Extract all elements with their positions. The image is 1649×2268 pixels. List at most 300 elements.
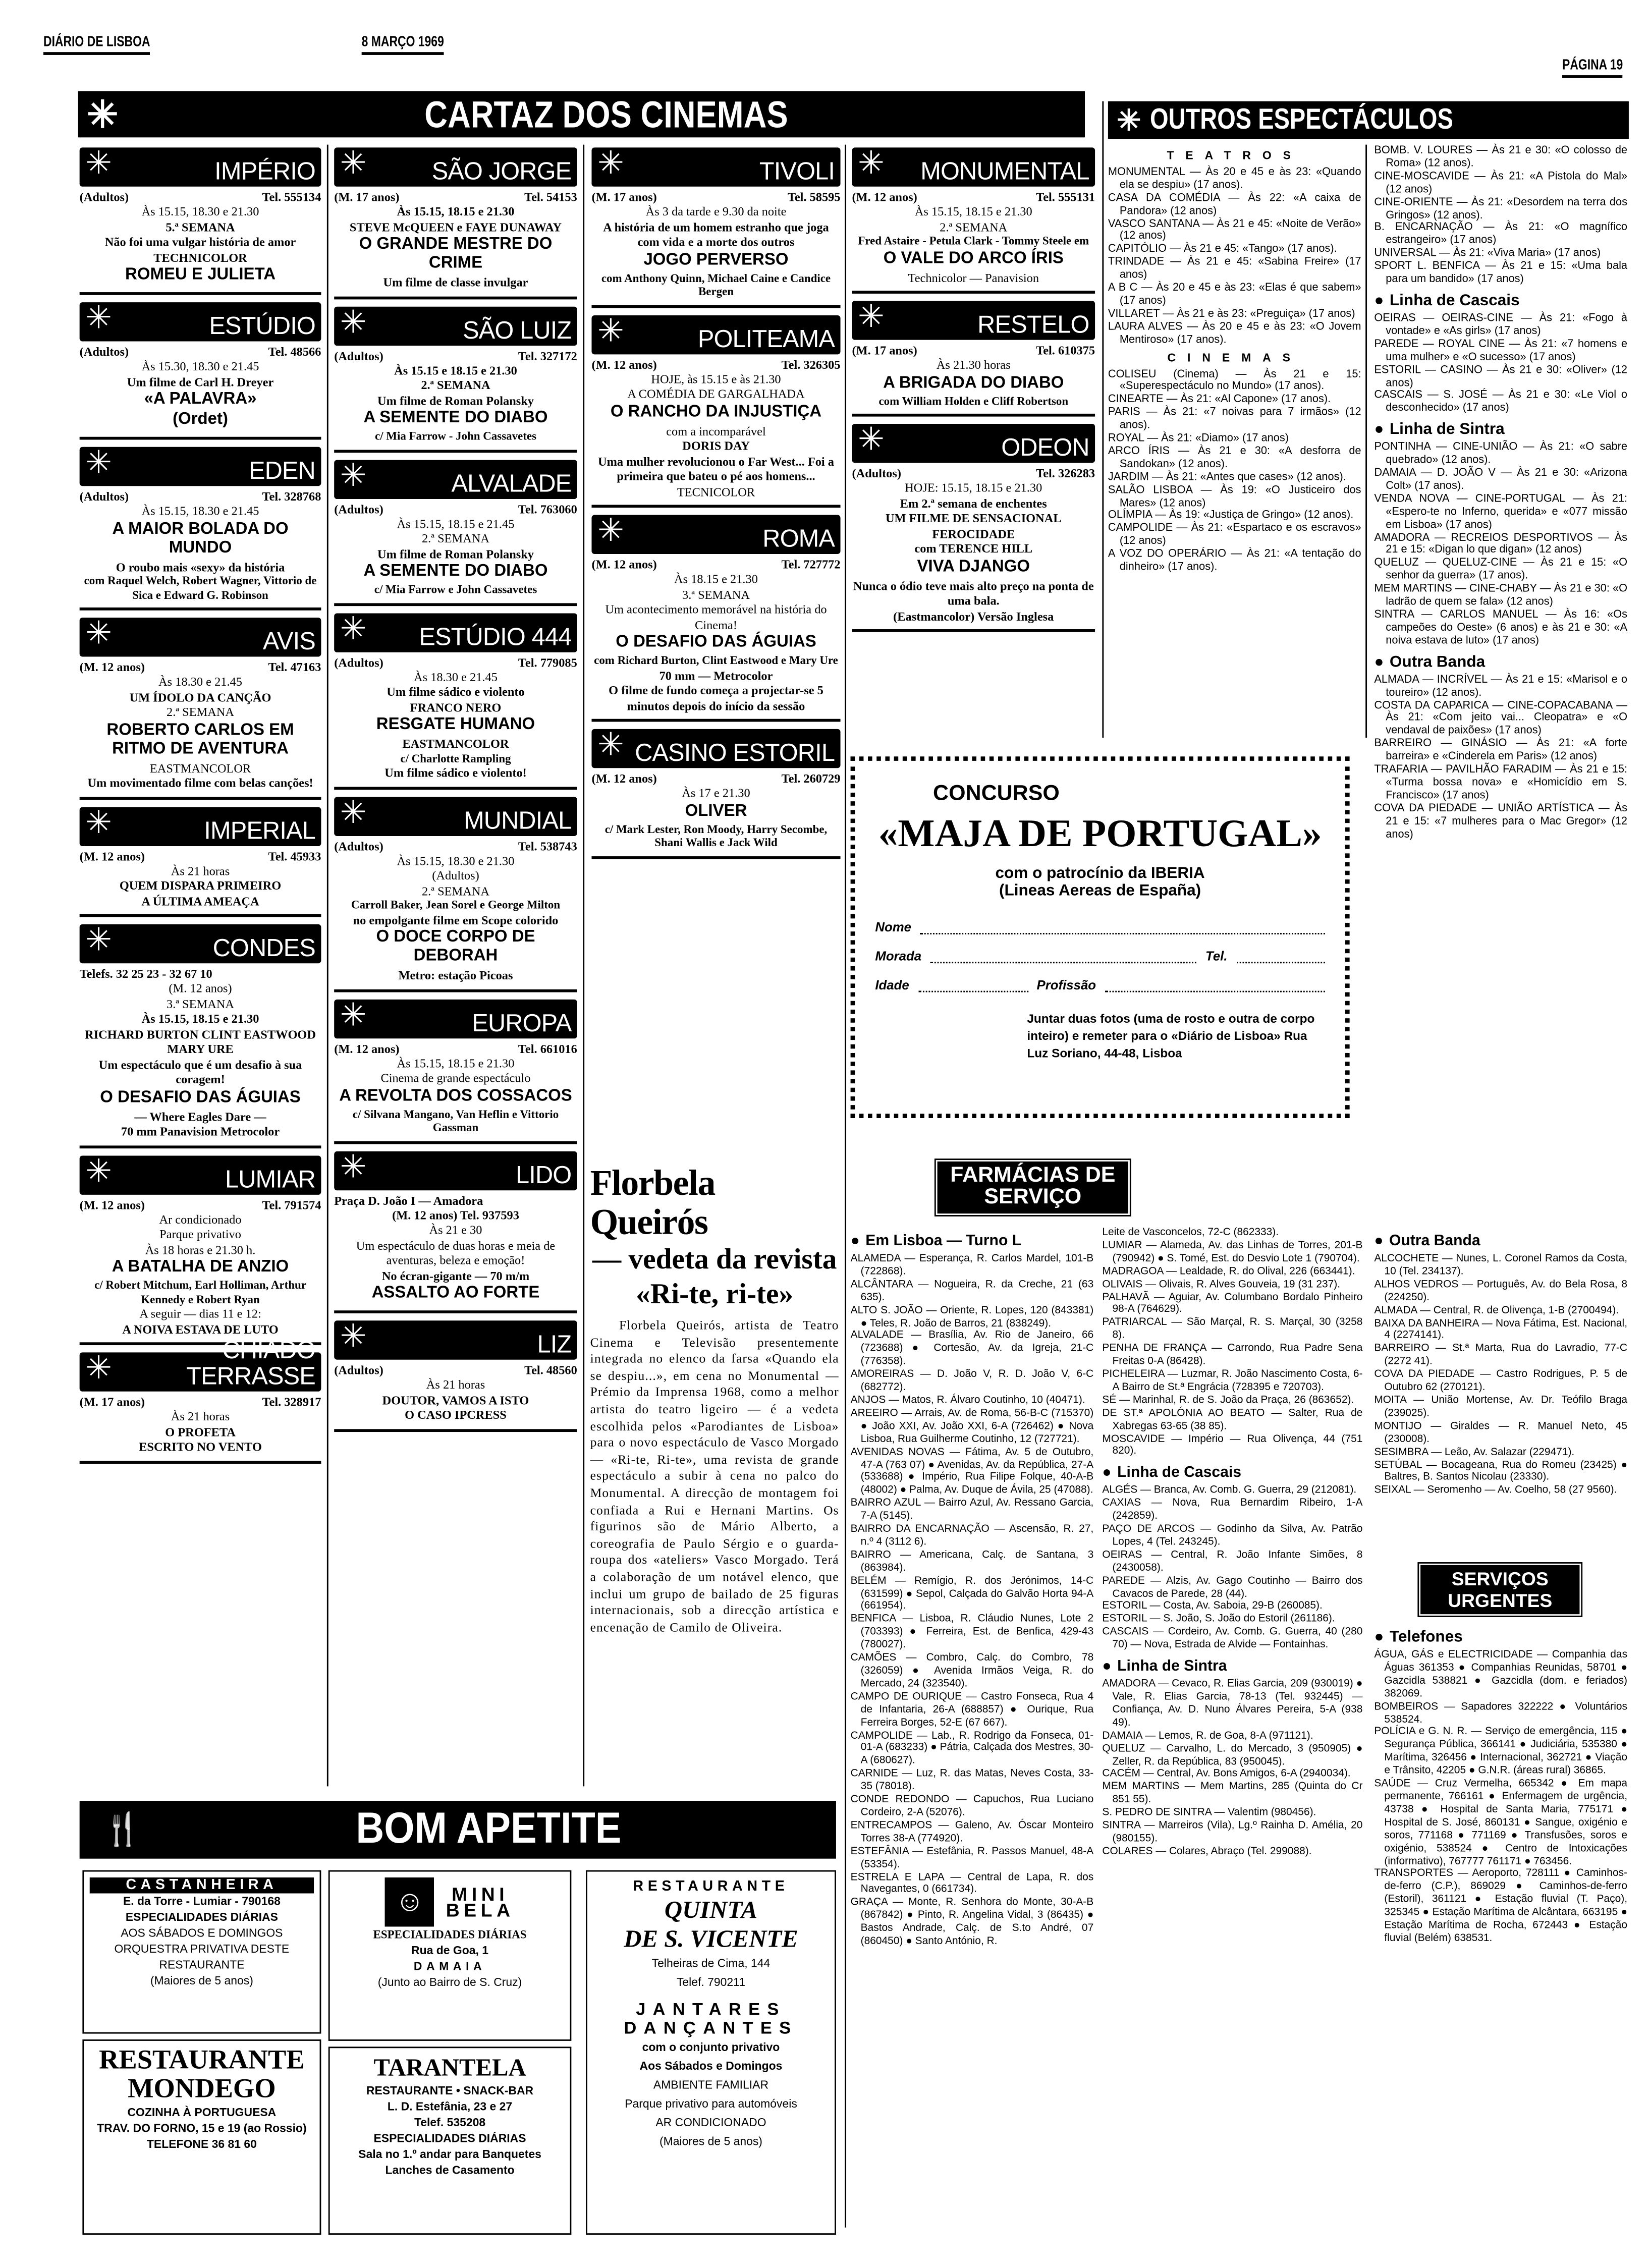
cinema-meta bbox=[334, 1362, 577, 1377]
cinema-name: EDEN bbox=[248, 457, 315, 485]
list-item: PONTINHA — CINE-UNIÃO — Às 21: «O sabre quebrado» (12 anos). bbox=[1374, 440, 1628, 466]
cinema-line-plain: HOJE, às 15.15 e às 21.30 bbox=[651, 371, 781, 385]
cinema-line-plain: Às 18.30 e 21.45 bbox=[414, 669, 498, 684]
asterisk-icon: ✳ bbox=[340, 1317, 367, 1354]
cinema-rating: (Adultos) bbox=[79, 189, 129, 204]
list-item: ALMADA — Central, R. de Olivença, 1-B (2700494). bbox=[1374, 1302, 1619, 1316]
cinema-line-plain: (Adultos) bbox=[432, 868, 479, 882]
cinema-line-cast: com William Holden e Cliff Robertson bbox=[878, 394, 1069, 407]
cinema-line-plain: Parque privativo bbox=[159, 1226, 241, 1241]
ad-mondego bbox=[82, 2039, 321, 2235]
cinema-name: IMPÉRIO bbox=[214, 157, 315, 185]
cinema-name: ESTÚDIO 444 bbox=[419, 623, 572, 650]
cinema-phone: Tel. 48560 bbox=[524, 1362, 577, 1377]
asterisk-icon: ✳ bbox=[87, 92, 119, 136]
list-item: DAMAIA — D. JOÃO V — Às 21 e 30: «Arizona Colt» (17 anos). bbox=[1374, 466, 1628, 492]
cinema-line-bold: Um filme de Roman Polansky bbox=[377, 393, 534, 407]
concurso-title: «MAJA DE PORTUGAL» bbox=[878, 811, 1322, 855]
cinema-phone: Tel. 791574 bbox=[262, 1197, 321, 1211]
cinema-line-bold: UM ÍDOLO DA CANÇÃO bbox=[129, 689, 271, 704]
asterisk-icon: ✳ bbox=[597, 726, 624, 762]
cinema-meta bbox=[334, 838, 577, 853]
asterisk-icon: ✳ bbox=[340, 1147, 367, 1184]
list-item: MONUMENTAL — Às 20 e 45 e às 23: «Quando ela se despiu» (17 anos). bbox=[1108, 164, 1361, 191]
cinema-listing bbox=[334, 793, 577, 991]
list-item: DE ST.ª APOLÓNIA AO BEATO — Salter, Rua de Xabregas 63-65 (38 85). bbox=[1102, 1405, 1363, 1431]
list-item: BENFICA — Lisboa, R. Cláudio Nunes, Lote 2 (703393) ● Ferreira, Est. de Benfica, 429-43 (780027). bbox=[850, 1612, 1094, 1651]
list-item: BAIRRO — Americana, Calç. de Santana, 3 (863984). bbox=[850, 1547, 1094, 1574]
tarantela-tel: Telef. 535208 bbox=[414, 2116, 486, 2129]
cinema-line-bold: O PROFETA bbox=[165, 1424, 236, 1439]
list-item: CASCAIS — Cordeiro, Av. Comb. G. Guerra, 40 (280 70) — Nova, Estrada de Alvide — Fontainhas. bbox=[1102, 1625, 1363, 1651]
page-number: PÁGINA 19 bbox=[1562, 58, 1623, 78]
cinema-line-title: RESGATE HUMANO bbox=[376, 716, 535, 734]
cinema-name-banner bbox=[852, 298, 1095, 340]
cinema-name-banner bbox=[591, 144, 840, 186]
cinema-line-title: O RANCHO DA INJUSTIÇA bbox=[610, 403, 822, 420]
list-item: BOMB. V. LOURES — Às 21 e 30: «O colosso de Roma» (12 anos). bbox=[1374, 143, 1628, 170]
asterisk-icon: ✳ bbox=[340, 144, 367, 181]
cinema-meta bbox=[334, 501, 577, 516]
cinema-name-banner bbox=[80, 444, 321, 486]
cinema-name-banner bbox=[80, 803, 321, 845]
subsection-heading: ● Linha de Cascais bbox=[1102, 1464, 1362, 1483]
mondego-name: RESTAURANTE MONDEGO bbox=[99, 2045, 305, 2105]
cinema-line-plain: Às 21.30 horas bbox=[936, 357, 1011, 372]
subsection-heading: ● Linha de Sintra bbox=[1102, 1658, 1362, 1677]
cinema-line-title: A BRIGADA DO DIABO bbox=[883, 374, 1064, 392]
quinta-ambient: AMBIENTE FAMILIAR bbox=[653, 2078, 769, 2092]
cinema-rating: (M. 12 anos) bbox=[591, 356, 657, 371]
cinema-listing bbox=[334, 456, 577, 605]
mini-bela-name-2: BELA bbox=[446, 1899, 515, 1921]
cinema-phone: Tel. 58595 bbox=[787, 189, 841, 204]
list-item: SPORT L. BENFICA — Às 21 e 15: «Uma bala para um bandido» (17 anos) bbox=[1374, 259, 1628, 285]
cinema-meta bbox=[591, 190, 840, 204]
tarantela-room: Sala no 1.º andar para Banquetes bbox=[358, 2148, 541, 2161]
list-item: AREEIRO — Arrais, Av. de Roma, 56-B-C (715370) ● João XXI, Av. João XXI, 6-A (726462) ● Nova Lisboa, Rua Guilherme Coutinho, 12 (727721). bbox=[850, 1406, 1094, 1445]
cinema-name: ESTÚDIO bbox=[209, 312, 315, 340]
cinema-phone: Tel. 555134 bbox=[262, 189, 321, 204]
cinema-line-bold: (M. 12 anos) Tel. 937593 bbox=[392, 1207, 519, 1222]
list-item: LUMIAR — Alameda, Av. das Linhas de Torres, 201-B (790942) ● S. Tomé, Est. do Desvio Lote 1 (790704). bbox=[1102, 1238, 1363, 1264]
list-item: BOMBEIROS — Sapadores 322222 ● Voluntários 538524. bbox=[1374, 1699, 1628, 1725]
cinema-line-bold: O CASO IPCRESS bbox=[405, 1407, 507, 1422]
cinema-line-bold: DOUTOR, VAMOS A ISTO bbox=[382, 1392, 529, 1407]
cinema-phone: Tel. 260729 bbox=[781, 770, 841, 786]
cinema-line-bold: (Eastmancolor) Versão Inglesa bbox=[893, 608, 1054, 623]
quinta-park: Parque privativo para automóveis bbox=[625, 2097, 797, 2111]
cinema-phone: Tel. 48566 bbox=[268, 344, 321, 359]
cinema-listing bbox=[334, 995, 577, 1143]
cinema-name: SÃO LUIZ bbox=[463, 316, 572, 344]
tarantela-type: RESTAURANTE • SNACK-BAR bbox=[366, 2084, 534, 2097]
asterisk-icon: ✳ bbox=[85, 803, 112, 840]
list-item: PATRIARCAL — São Marçal, R. S. Marçal, 30 (3258 8). bbox=[1102, 1315, 1363, 1342]
cinema-listing bbox=[591, 311, 841, 508]
nome-label: Nome bbox=[875, 920, 912, 934]
farmacias-logo-text: FARMÁCIAS DE SERVIÇO bbox=[950, 1163, 1116, 1209]
mini-bela-place: DAMAIA bbox=[413, 1960, 486, 1973]
cinema-line-bold: DORIS DAY bbox=[682, 438, 750, 453]
cinema-line-plain: com a incomparável bbox=[666, 423, 766, 438]
nome-field[interactable] bbox=[875, 920, 1325, 934]
cinema-line-plain: Às 17 e 21.30 bbox=[682, 785, 750, 800]
list-item: B. ENCARNAÇÃO — Às 21: «O magnífico estrangeiro» (17 anos) bbox=[1374, 220, 1628, 247]
cinema-meta bbox=[80, 489, 321, 504]
cinema-line-plain: Ar condicionado bbox=[159, 1211, 242, 1226]
cinema-phone: Tel. 779085 bbox=[518, 654, 577, 669]
cinema-name: POLITEAMA bbox=[697, 324, 835, 353]
cinema-rating: (Adultos) bbox=[79, 488, 129, 504]
cinema-rating: (M. 17 anos) bbox=[334, 189, 400, 204]
cinema-name-banner bbox=[80, 615, 321, 656]
cinema-rating: (Adultos) bbox=[334, 501, 383, 516]
list-item: CINEARTE — Às 21: «Al Capone» (17 anos). bbox=[1108, 392, 1331, 406]
cinema-listing bbox=[852, 144, 1095, 294]
cinema-listing bbox=[334, 303, 577, 452]
tarantela-name: TARANTELA bbox=[373, 2054, 526, 2082]
list-item: AMADORA — RECREIOS DESPORTIVOS — Às 21 e 15: «Digan lo que digan» (12 anos) bbox=[1374, 530, 1628, 557]
asterisk-icon: ✳ bbox=[597, 144, 624, 181]
morada-field[interactable] bbox=[875, 949, 1325, 964]
cinema-name-banner bbox=[852, 421, 1095, 463]
cinema-listing bbox=[591, 512, 841, 722]
cinema-line-plain: Cinema de grande espectáculo bbox=[380, 1070, 531, 1085]
concurso-sponsor: com o patrocínio da IBERIA bbox=[995, 865, 1205, 882]
cinema-line-bold: Às 15.15, 18.15 e 21.30 bbox=[141, 1011, 259, 1026]
cinema-line-bold: — Where Eagles Dare — bbox=[134, 1109, 266, 1123]
list-item: MEM MARTINS — CINE-CHABY — Às 21 e 30: «O ladrão de quem se fala» (12 anos) bbox=[1374, 581, 1628, 608]
cinema-line-title: JOGO PERVERSO bbox=[643, 251, 789, 268]
cinema-name: CASINO ESTORIL bbox=[635, 739, 835, 767]
cinema-column-3 bbox=[591, 144, 841, 865]
cinema-line-title: (Ordet) bbox=[173, 411, 228, 428]
quinta-ac: AR CONDICIONADO bbox=[655, 2116, 766, 2129]
cinema-meta bbox=[334, 190, 577, 204]
cinema-line-cast: c/ Robert Mitchum, Earl Holliman, Arthur Kennedy e Robert Ryan bbox=[94, 1279, 306, 1306]
list-item: ALTO S. JOÃO — Oriente, R. Lopes, 120 (843381) ● Teles, R. João de Barros, 21 (838249). bbox=[850, 1302, 1094, 1329]
list-item: OLIVAIS — Olivais, R. Alves Gouveia, 19 (31 237). bbox=[1102, 1277, 1341, 1290]
cinema-rating: (Adultos) bbox=[334, 348, 383, 363]
cinema-listing bbox=[79, 1152, 321, 1345]
mondego-kitchen: COZINHA À PORTUGUESA bbox=[127, 2106, 277, 2119]
pharmacy-column-2 bbox=[1102, 1227, 1362, 1858]
list-item: OEIRAS — OEIRAS-CINE — Às 21: «Fogo à vontade» e «As girls» (17 anos) bbox=[1374, 311, 1628, 337]
fork-knife-icon: 🍴 bbox=[102, 1811, 143, 1847]
servicos-logo bbox=[1420, 1565, 1579, 1614]
list-item: ESTORIL — Costa, Av. Saboia, 29-B (260085). bbox=[1102, 1599, 1323, 1612]
cinema-line-bold: Às 15.15 e 18.15 e 21.30 bbox=[394, 362, 517, 377]
list-item: CASA DA COMÉDIA — Às 22: «A caixa de Pandora» (12 anos) bbox=[1108, 190, 1361, 216]
cinema-line-bold: 2.ª SEMANA bbox=[421, 377, 490, 392]
list-item: CAPITÓLIO — Às 21 e 45: «Tango» (17 anos). bbox=[1108, 242, 1337, 255]
cinema-listing bbox=[591, 144, 841, 307]
cinema-listing bbox=[79, 803, 321, 917]
cinema-line-title: O DESAFIO DAS ÁGUIAS bbox=[616, 633, 816, 651]
cinema-line-plain: Às 18.30 e 21.45 bbox=[158, 674, 242, 689]
cinema-line-bold: UM FILME DE SENSACIONAL FEROCIDADE bbox=[885, 510, 1062, 540]
cinema-phone: Tel. 47163 bbox=[268, 659, 321, 674]
cinema-rating: (M. 17 anos) bbox=[591, 189, 657, 204]
mini-bela-spec: ESPECIALIDADES DIÁRIAS bbox=[373, 1928, 527, 1942]
cinema-line-bold: Nunca o ódio teve mais alto preço na ponta de uma bala. bbox=[853, 578, 1094, 608]
cinema-meta bbox=[80, 1394, 321, 1409]
cinema-line-bold: A ÚLTIMA AMEAÇA bbox=[141, 893, 259, 908]
cinema-rating: (M. 12 anos) bbox=[79, 659, 145, 674]
cinema-line-plain: Às 15.15, 18.15 e 21.30 bbox=[914, 204, 1032, 218]
cinema-line-plain: Às 21 horas bbox=[171, 862, 230, 877]
telefones-list bbox=[1374, 1623, 1627, 1945]
list-item: VILLARET — Às 21 e às 23: «Preguiça» (17 anos) bbox=[1108, 306, 1355, 320]
quinta-band: com o conjunto privativo bbox=[642, 2040, 780, 2054]
cinema-line-bold: Uma mulher revolucionou o Far West... Foi a primeira que bateu o pé aos homens... bbox=[598, 453, 834, 483]
cinema-rating: Telefs. 32 25 23 - 32 67 10 bbox=[79, 966, 212, 981]
list-item: DAMAIA — Lemos, R. de Goa, 8-A (971121). bbox=[1102, 1728, 1313, 1741]
article-subhead-2: «Ri-te, ri-te» bbox=[636, 1279, 794, 1311]
list-item: ALGÉS — Branca, Av. Comb. G. Guerra, 29 (212081). bbox=[1102, 1483, 1357, 1497]
list-item: CARNIDE — Luz, R. das Matas, Neves Costa, 33-35 (78018). bbox=[850, 1766, 1094, 1793]
cinema-listing bbox=[79, 921, 321, 1148]
list-item: ALAMEDA — Esperança, R. Carlos Mardel, 101-B (722868). bbox=[850, 1251, 1094, 1278]
cinema-listing bbox=[334, 144, 577, 299]
cinema-phone: Tel. 54153 bbox=[524, 189, 577, 204]
cinema-name: IMPERIAL bbox=[204, 816, 315, 844]
subsection-heading: ● Outra Banda bbox=[1374, 653, 1627, 672]
quinta-address: Telheiras de Cima, 144 bbox=[651, 1957, 771, 1970]
list-item: AVENIDAS NOVAS — Fátima, Av. 5 de Outubro, 47-A (763 07) ● Avenidas, Av. da República, 27-A (533688) ● Império, Rua Filipe Folque, 40-A-B (48002) ● Palma, Av. Duque de Ávila, 25 (47088). bbox=[850, 1444, 1094, 1497]
article-headline: Florbela Queirós bbox=[590, 1164, 715, 1243]
cinema-rating: (M. 17 anos) bbox=[852, 343, 917, 358]
cinema-rating: (M. 12 anos) bbox=[79, 848, 145, 863]
asterisk-icon: ✳ bbox=[340, 610, 367, 646]
idade-label: Idade bbox=[875, 977, 909, 992]
list-item: A VOZ DO OPERÁRIO — Às 21: «A tentação do dinheiro» (17 anos). bbox=[1108, 547, 1361, 573]
list-item: ALCOCHETE — Nunes, L. Coronel Ramos da Costa, 10 (Tel. 234137). bbox=[1374, 1251, 1628, 1278]
list-item: POLÍCIA e G. N. R. — Serviço de emergência, 115 ● Segurança Pública, 366141 ● Judiciária, 535380 ● Marítima, 326456 ● Internacional, 362721 ● Viação e Trânsito, 42205 ● G.N.R. (áreas rural) 36865. bbox=[1374, 1725, 1628, 1777]
cinema-rating: Praça D. João I — Amadora bbox=[334, 1192, 483, 1207]
cinema-line-cast: c/ Mia Farrow e John Cassavetes bbox=[374, 583, 537, 596]
list-item: MOITA — União Mortense, Av. Dr. Teófilo Braga (239025). bbox=[1374, 1393, 1628, 1419]
list-item: S. PEDRO DE SINTRA — Valentim (980456). bbox=[1102, 1805, 1316, 1818]
cinema-column-4 bbox=[852, 144, 1095, 639]
list-item: JARDIM — Às 21: «Antes que cases» (12 anos). bbox=[1108, 469, 1346, 483]
list-item: ESTORIL — S. João, S. João do Estoril (261186). bbox=[1102, 1612, 1335, 1625]
concurso-kicker: CONCURSO bbox=[933, 781, 1060, 806]
list-item: PALHAVÃ — Aguiar, Av. Columbano Bordalo Pinheiro 98-A (764629). bbox=[1102, 1289, 1363, 1316]
ad-quinta-sao-vicente bbox=[586, 1870, 836, 2235]
cinema-line-bold: EASTMANCOLOR bbox=[402, 736, 509, 751]
quinta-dance-2: DANÇANTES bbox=[624, 2018, 798, 2038]
cinema-meta bbox=[334, 348, 577, 362]
asterisk-icon: ✳ bbox=[857, 298, 885, 335]
cinema-line-cast: com Raquel Welch, Robert Wagner, Vittorio de Sica e Edward G. Robinson bbox=[84, 574, 317, 601]
subsection-heading: ● Outra Banda bbox=[1374, 1232, 1627, 1251]
list-item: TRINDADE — Às 21 e 45: «Sabina Freire» (17 anos) bbox=[1108, 255, 1361, 281]
cinema-line-title: VIVA DJANGO bbox=[917, 558, 1030, 575]
mini-bela-address: Rua de Goa, 1 bbox=[411, 1944, 489, 1957]
cinema-line-title: A SEMENTE DO DIABO bbox=[363, 563, 548, 580]
quinta-name-2: DE S. VICENTE bbox=[624, 1925, 798, 1953]
cinema-line-plain: 3.ª SEMANA bbox=[167, 995, 235, 1011]
outros-column-1 bbox=[1108, 145, 1361, 574]
cinema-line-plain: (M. 12 anos) bbox=[169, 980, 232, 995]
list-item: COLISEU (Cinema) — Às 21 e 15: «Superespectáculo no Mundo» (17 anos). bbox=[1108, 366, 1361, 393]
article-subhead: — vedeta da revista bbox=[592, 1244, 837, 1276]
cinema-rating: (M. 12 anos) bbox=[852, 189, 917, 204]
cinema-name: CONDES bbox=[212, 934, 315, 962]
cinema-line-plain: Às 15.15, 18.30 e 21.45 bbox=[141, 503, 259, 518]
cinema-line-bold: Não foi uma vulgar história de amor bbox=[104, 234, 296, 249]
cinema-rating: (M. 12 anos) bbox=[79, 1197, 145, 1211]
cinema-rating: (M. 12 anos) bbox=[334, 1040, 400, 1056]
list-item: MONTIJO — Giraldes — R. Manuel Neto, 45 (230008). bbox=[1374, 1418, 1628, 1445]
cinema-name-banner bbox=[852, 144, 1095, 186]
cinema-rating: (Adultos) bbox=[79, 344, 129, 359]
cinema-line-title: O VALE DO ARCO ÍRIS bbox=[883, 249, 1064, 267]
list-item: ESTRELA E LAPA — Central de Lapa, R. dos Navegantes, 0 (661734). bbox=[850, 1869, 1094, 1896]
list-item: CASCAIS — S. JOSÉ — Às 21 e 30: «Le Viol o desconhecido» (17 anos) bbox=[1374, 388, 1628, 414]
cinema-listing bbox=[79, 615, 321, 799]
list-item: TRAFARIA — PAVILHÃO FARADIM — Às 21 e 15: «Turma bossa nova» e «Homicídio em S. Francisco» (17 anos) bbox=[1374, 762, 1628, 801]
cinema-listing bbox=[334, 1147, 577, 1313]
cinema-meta bbox=[80, 848, 321, 863]
cinema-line-bold: Metro: estação Picoas bbox=[398, 967, 513, 982]
cinema-line-plain: Um acontecimento memorável na história do Cinema! bbox=[605, 601, 827, 632]
cinema-meta bbox=[591, 771, 840, 786]
asterisk-icon: ✳ bbox=[85, 299, 112, 336]
cinema-phone: Tel. 328917 bbox=[262, 1394, 321, 1409]
asterisk-icon: ✳ bbox=[597, 311, 624, 348]
article bbox=[590, 1165, 839, 1636]
cinema-line-title: OLIVER bbox=[685, 802, 747, 819]
list-item: OEIRAS — Central, R. João Infante Simões, 8 (2430058). bbox=[1102, 1547, 1363, 1574]
list-item: ÁGUA, GÁS e ELECTRICIDADE — Companhia das Águas 361353 ● Companhias Reunidas, 58701 ● Gazcidla 538821 ● Gazcidla (dom. e feriados) 382069. bbox=[1374, 1647, 1628, 1699]
cinema-rating: (M. 12 anos) bbox=[591, 770, 657, 786]
cinema-line-bold: Um filme sádico e violento! bbox=[384, 765, 527, 780]
outros-banner-title: OUTROS ESPECTÁCULOS bbox=[1149, 103, 1453, 136]
telefones-title: ● Telefones bbox=[1374, 1629, 1627, 1647]
cinema-meta bbox=[852, 343, 1095, 357]
list-item: SAÚDE — Cruz Vermelha, 665342 ● Em mapa permanente, 766161 ● Enfermagem de urgência, 43738 ● Hospital de Santa Maria, 775171 ● Hospital de S. José, 860131 ● Sangue, oxigénio e soros, 771168 ● 771169 ● Transfusões, soros e oxigénio, 538524 ● Centro de Intoxicações (informativo), 767777 761171 ● 763456. bbox=[1374, 1776, 1628, 1867]
cinema-line-bold: No écran-gigante — 70 m/m bbox=[381, 1267, 530, 1283]
cinema-line-bold: TECHNICOLOR bbox=[153, 249, 247, 264]
asterisk-icon: ✳ bbox=[340, 303, 367, 340]
cinema-line-title: A REVOLTA DOS COSSACOS bbox=[339, 1087, 572, 1104]
mondego-address: TRAV. DO FORNO, 15 e 19 (ao Rossio) bbox=[97, 2122, 307, 2135]
cinema-line-plain: EASTMANCOLOR bbox=[149, 760, 251, 775]
cinema-phone: Tel. 555131 bbox=[1036, 189, 1095, 204]
list-item: UNIVERSAL — Às 21: «Viva Maria» (17 anos) bbox=[1374, 246, 1601, 259]
cinemas-banner-title: CARTAZ DOS CINEMAS bbox=[424, 92, 788, 136]
concurso-sponsor-2: (Lineas Aereas de España) bbox=[999, 882, 1201, 900]
cinema-column-2 bbox=[334, 144, 577, 1439]
profissao-label: Profissão bbox=[1036, 977, 1096, 992]
cinema-rating: (M. 12 anos) bbox=[591, 557, 657, 572]
cinema-line-title: ASSALTO AO FORTE bbox=[371, 1284, 540, 1302]
list-item: BAIRRO DA ENCARNAÇÃO — Ascensão, R. 27, n.º 4 (3112 6). bbox=[850, 1521, 1094, 1548]
cinema-column-1 bbox=[79, 144, 321, 1470]
quinta-age: (Maiores de 5 anos) bbox=[659, 2135, 762, 2148]
ad-tarantela bbox=[328, 2046, 572, 2235]
cinema-line-plain: Às 21 e 30 bbox=[429, 1222, 482, 1237]
concurso-form bbox=[851, 756, 1350, 1118]
cinema-meta bbox=[80, 344, 321, 359]
cinema-line-bold: STEVE McQUEEN e FAYE DUNAWAY bbox=[349, 219, 562, 234]
cinema-line-plain: Às 15.30, 18.30 e 21.45 bbox=[141, 358, 259, 373]
cinema-name-banner bbox=[334, 793, 577, 835]
cinema-line-title: O GRANDE MESTRE DO CRIME bbox=[359, 236, 553, 272]
asterisk-icon: ✳ bbox=[85, 615, 112, 651]
masthead-date: 8 MARÇO 1969 bbox=[362, 35, 444, 55]
cinema-line-title: A SEMENTE DO DIABO bbox=[363, 409, 548, 427]
cinema-meta bbox=[852, 190, 1095, 204]
cinema-listing bbox=[79, 299, 321, 439]
cinema-name-banner bbox=[334, 456, 577, 498]
cinema-line-bold: Um filme de Carl H. Dreyer bbox=[127, 374, 274, 389]
list-item: SALÃO LISBOA — Às 19: «O Justiceiro dos Mares» (12 anos) bbox=[1108, 482, 1361, 509]
cinema-name-banner bbox=[80, 299, 321, 341]
cinema-meta bbox=[334, 1193, 577, 1207]
cinema-line-plain: Às 18 horas e 21.30 h. bbox=[145, 1242, 256, 1256]
list-item: COVA DA PIEDADE — UNIÃO ARTÍSTICA — Às 21 e 15: «7 mulheres para o Mac Gregor» (12 anos) bbox=[1374, 801, 1628, 840]
masthead-paper: DIÁRIO DE LISBOA bbox=[43, 35, 150, 55]
cinema-phone: Tel. 326283 bbox=[1036, 466, 1095, 480]
cinema-line-bold: RICHARD BURTON CLINT EASTWOOD MARY URE bbox=[85, 1026, 316, 1056]
cinema-phone: Tel. 661016 bbox=[518, 1040, 577, 1056]
cinema-line-bold: A NOIVA ESTAVA DE LUTO bbox=[122, 1321, 279, 1336]
subsection-heading: ● Linha de Sintra bbox=[1374, 421, 1627, 440]
list-item: BAIRRO AZUL — Bairro Azul, Av. Ressano Garcia, 7-A (5145). bbox=[850, 1496, 1094, 1522]
cinema-listing bbox=[79, 144, 321, 295]
list-item: VASCO SANTANA — Às 21 e 45: «Noite de Verão» (12 anos) bbox=[1108, 216, 1361, 242]
list-item: AMOREIRAS — D. João V, R. D. João V, 6-C (682772). bbox=[850, 1367, 1094, 1393]
mondego-tel: TELEFONE 36 81 60 bbox=[146, 2137, 257, 2151]
list-item: OLÍMPIA — Às 19: «Justiça de Gringo» (12 anos). bbox=[1108, 508, 1354, 522]
list-item: ENTRECAMPOS — Galeno, Av. Óscar Monteiro Torres 38-A (774920). bbox=[850, 1818, 1094, 1844]
cinema-line-plain: 3.ª SEMANA bbox=[682, 586, 750, 601]
list-item: GRAÇA — Monte, R. Senhora do Monte, 30-A-B (867842) ● Pinto, R. Angelina Vidal, 3 (86435) ● Bastos Andrade, Calç. de S.to André, 07 (860450) ● Santo António, R. bbox=[850, 1895, 1094, 1947]
cinema-name-banner bbox=[334, 303, 577, 345]
cinema-rating: (Adultos) bbox=[334, 654, 383, 669]
cinema-phone: Tel. 763060 bbox=[518, 501, 577, 516]
cinema-line-cast: c/ Charlotte Rampling bbox=[400, 751, 511, 765]
pharmacy-column-1 bbox=[851, 1227, 1094, 1948]
cinema-line-cast: com Richard Burton, Clint Eastwood e Mary Ure bbox=[594, 653, 838, 667]
cinema-listing bbox=[591, 726, 841, 859]
cinema-rating: (Adultos) bbox=[334, 1362, 383, 1377]
list-item: PAÇO DE ARCOS — Godinho da Silva, Av. Patrão Lopes, 4 (Tel. 243245). bbox=[1102, 1521, 1363, 1548]
asterisk-icon: ✳ bbox=[340, 793, 367, 830]
cinema-meta bbox=[334, 654, 577, 669]
cinema-name-banner bbox=[591, 512, 840, 554]
section-heading: CINEMAS bbox=[1167, 351, 1302, 364]
list-item: MADRAGOA — Lealdade, R. do Olival, 226 (663441). bbox=[1102, 1263, 1355, 1277]
list-item: MEM MARTINS — Mem Martins, 285 (Quinta do Cr 851 55). bbox=[1102, 1780, 1363, 1806]
asterisk-icon: ✳ bbox=[340, 456, 367, 493]
cinema-meta bbox=[80, 659, 321, 674]
tarantela-spec: ESPECIALIDADES DIÁRIAS bbox=[373, 2132, 526, 2145]
cinema-line-bold: A história de um homem estranho que joga com vida e a morte dos outros bbox=[603, 219, 829, 249]
cinema-line-bold: Em 2.ª semana de enchentes bbox=[900, 495, 1047, 510]
idade-profissao-field[interactable] bbox=[875, 978, 1325, 992]
cinema-name: LIDO bbox=[516, 1160, 572, 1188]
list-item: CINE-MOSCAVIDE — Às 21: «A Pistola do Mal» (12 anos) bbox=[1374, 169, 1628, 195]
list-item: Leite de Vasconcelos, 72-C (862333). bbox=[1102, 1225, 1279, 1238]
cinema-phone: Tel. 538743 bbox=[518, 838, 577, 853]
list-item: ALCÂNTARA — Nogueira, R. da Creche, 21 (63 635). bbox=[850, 1277, 1094, 1303]
castanheira-music: AOS SÁBADOS E DOMINGOS ORQUESTRA PRIVATIVA DESTE RESTAURANTE bbox=[114, 1926, 290, 1972]
